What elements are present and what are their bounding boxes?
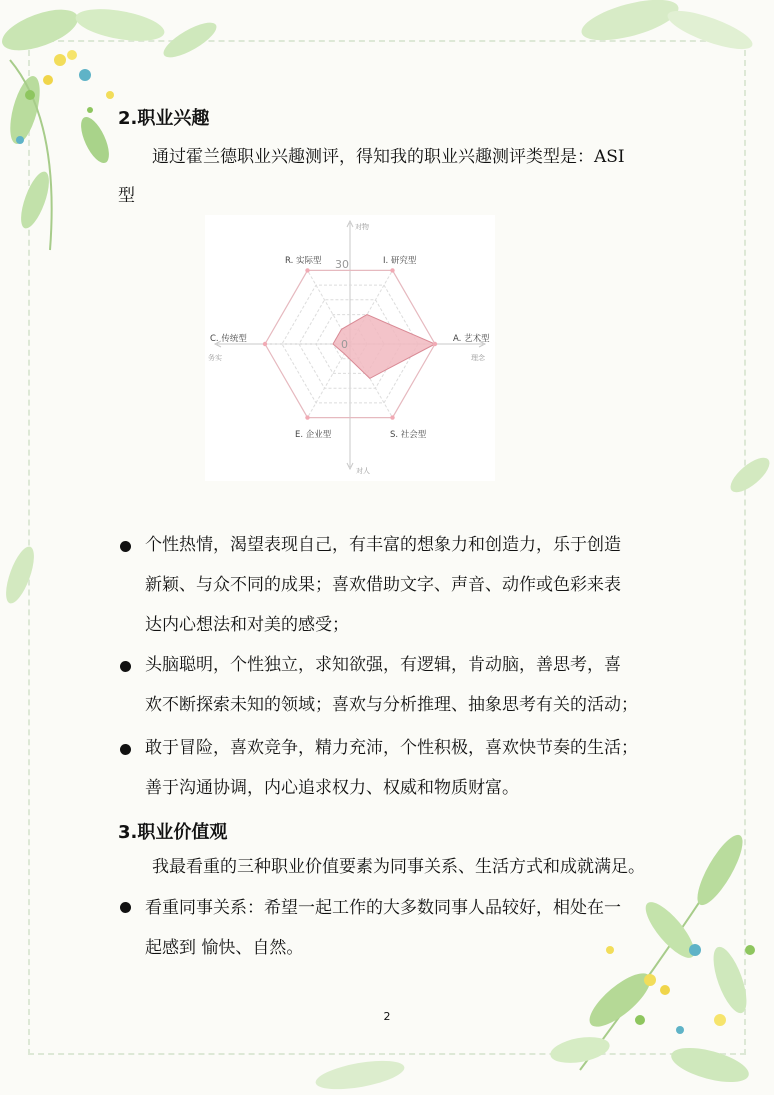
axis-category-label: E. 企业型 [295, 430, 332, 440]
section-title-career-interest: 2.职业兴趣 [118, 108, 210, 129]
vertex-dot [390, 268, 394, 272]
scale-label-max: 30 [335, 258, 349, 271]
leaf-decoration-left [0, 540, 50, 610]
bullet-dot [120, 541, 131, 552]
axis-category-label: C. 传统型 [210, 334, 247, 344]
leaf-decoration-top-left [0, 0, 240, 270]
bullet-text-line: 达内心想法和对美的感受； [145, 615, 349, 635]
page-number: 2 [383, 1010, 391, 1023]
vertex-dot [263, 342, 267, 346]
leaf-decoration-right [720, 445, 774, 505]
direction-label: 对物 [355, 223, 369, 231]
vertex-dot [390, 415, 394, 419]
vertex-dot [305, 268, 309, 272]
direction-label: 务实 [208, 354, 222, 362]
holland-radar-chart [205, 215, 495, 481]
spoke [308, 344, 351, 418]
scale-label-min: 0 [341, 338, 348, 351]
bullet-text-line: 善于沟通协调，内心追求权力、权威和物质财富。 [145, 778, 519, 798]
intro-paragraph-line1: 通过霍兰德职业兴趣测评，得知我的职业兴趣测评类型是：ASI [152, 147, 625, 167]
bullet-text-line: 敢于冒险，喜欢竞争，精力充沛，个性积极，喜欢快节奏的生活； [145, 738, 638, 758]
values-bullet-line2: 起感到 愉快、自然。 [145, 938, 304, 958]
axis-category-label: R. 实际型 [285, 256, 322, 266]
radar-chart-svg [205, 215, 495, 481]
bullet-dot [120, 661, 131, 672]
vertex-dot [433, 342, 437, 346]
vertex-dot [305, 415, 309, 419]
bullet-dot [120, 902, 131, 913]
bullet-text-line: 欢不断探索未知的领域；喜欢与分析推理、抽象思考有关的活动； [145, 695, 638, 715]
direction-label: 对人 [356, 467, 370, 475]
values-bullet-line1: 看重同事关系：希望一起工作的大多数同事人品较好，相处在一 [145, 898, 621, 918]
bullet-text-line: 个性热情，渴望表现自己，有丰富的想象力和创造力，乐于创造 [145, 535, 621, 555]
axis-category-label: I. 研究型 [383, 256, 417, 266]
direction-label: 理念 [471, 354, 485, 362]
values-intro: 我最看重的三种职业价值要素为同事关系、生活方式和成就满足。 [152, 857, 645, 877]
bullet-text-line: 头脑聪明，个性独立，求知欲强，有逻辑，肯动脑，善思考，喜 [145, 655, 621, 675]
axis-category-label: S. 社会型 [390, 430, 427, 440]
data-area [333, 315, 435, 379]
section-title-career-values: 3.职业价值观 [118, 822, 228, 843]
bullet-text-line: 新颖、与众不同的成果；喜欢借助文字、声音、动作或色彩来表 [145, 575, 621, 595]
leaf-decoration-top-right [560, 0, 774, 120]
leaf-decoration-bottom-left [300, 1050, 420, 1095]
bullet-dot [120, 744, 131, 755]
intro-paragraph-line2: 型 [118, 186, 135, 206]
axis-category-label: A. 艺术型 [453, 334, 490, 344]
